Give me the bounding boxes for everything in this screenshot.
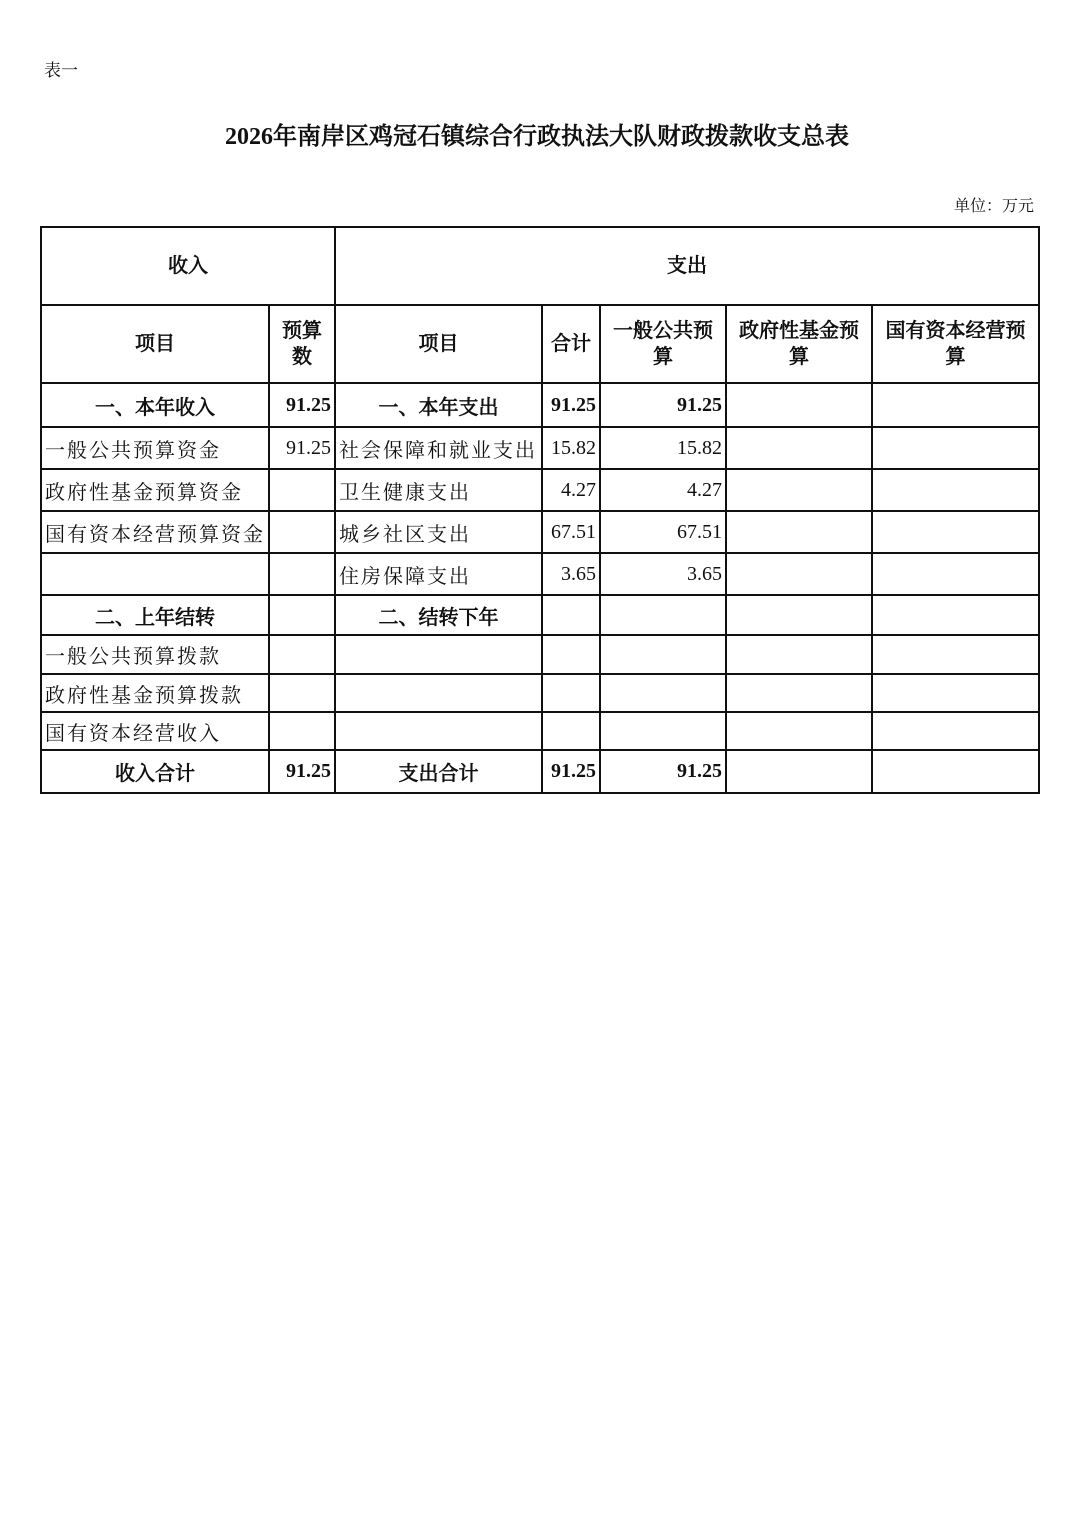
- cell-income-item: 二、上年结转: [41, 595, 269, 635]
- col-header-income-item: 项目: [41, 305, 269, 383]
- cell-expense-total: [542, 674, 600, 712]
- table-row: [41, 712, 1039, 750]
- cell-income-item: 国有资本经营收入: [41, 712, 269, 750]
- cell-gov-fund-budget: [726, 469, 872, 511]
- table-row: [41, 427, 1039, 469]
- cell-gov-fund-budget: [726, 595, 872, 635]
- cell-gov-fund-budget: [726, 511, 872, 553]
- cell-expense-item: [335, 635, 542, 674]
- col-header-general-budget: 一般公共预算: [600, 305, 726, 383]
- cell-expense-item: [335, 674, 542, 712]
- table-number-label: 表一: [44, 61, 78, 80]
- cell-expense-total: 4.27: [542, 469, 600, 511]
- cell-income-item: 一般公共预算拨款: [41, 635, 269, 674]
- cell-expense-total: 67.51: [542, 511, 600, 553]
- cell-state-capital-budget: [872, 750, 1039, 793]
- cell-expense-total: 3.65: [542, 553, 600, 595]
- cell-gov-fund-budget: [726, 427, 872, 469]
- budget-table: [40, 226, 1040, 794]
- col-header-state-capital-budget: 国有资本经营预算: [872, 305, 1039, 383]
- cell-income-amount: [269, 553, 335, 595]
- table-row: [41, 674, 1039, 712]
- cell-state-capital-budget: [872, 383, 1039, 427]
- table-row: [41, 595, 1039, 635]
- cell-expense-item: [335, 712, 542, 750]
- cell-income-amount: [269, 712, 335, 750]
- cell-income-amount: 91.25: [269, 750, 335, 793]
- table-row: [41, 750, 1039, 793]
- cell-general-budget: [600, 712, 726, 750]
- cell-general-budget: 15.82: [600, 427, 726, 469]
- cell-gov-fund-budget: [726, 635, 872, 674]
- cell-general-budget: [600, 635, 726, 674]
- cell-state-capital-budget: [872, 595, 1039, 635]
- col-header-gov-fund-budget: 政府性基金预算: [726, 305, 872, 383]
- cell-state-capital-budget: [872, 553, 1039, 595]
- page-title: 2026年南岸区鸡冠石镇综合行政执法大队财政拨款收支总表: [225, 124, 849, 150]
- cell-state-capital-budget: [872, 674, 1039, 712]
- cell-expense-total: 15.82: [542, 427, 600, 469]
- cell-income-amount: 91.25: [269, 383, 335, 427]
- table-row: [41, 553, 1039, 595]
- cell-state-capital-budget: [872, 427, 1039, 469]
- cell-income-item: 国有资本经营预算资金: [41, 511, 269, 553]
- col-header-expense-item: 项目: [335, 305, 542, 383]
- col-header-budget-amount: 预算数: [269, 305, 335, 383]
- cell-expense-total: 91.25: [542, 750, 600, 793]
- cell-gov-fund-budget: [726, 750, 872, 793]
- cell-gov-fund-budget: [726, 712, 872, 750]
- cell-income-amount: [269, 595, 335, 635]
- cell-expense-item: 卫生健康支出: [335, 469, 542, 511]
- cell-expense-item: 支出合计: [335, 750, 542, 793]
- table-row: [41, 635, 1039, 674]
- cell-expense-item: 二、结转下年: [335, 595, 542, 635]
- header-row-group: [41, 227, 1039, 305]
- cell-income-item: 政府性基金预算资金: [41, 469, 269, 511]
- cell-general-budget: 4.27: [600, 469, 726, 511]
- unit-label: 单位：万元: [953, 198, 1034, 215]
- cell-expense-total: [542, 635, 600, 674]
- cell-state-capital-budget: [872, 635, 1039, 674]
- cell-general-budget: [600, 674, 726, 712]
- cell-expense-item: 城乡社区支出: [335, 511, 542, 553]
- cell-general-budget: 3.65: [600, 553, 726, 595]
- cell-expense-item: 社会保障和就业支出: [335, 427, 542, 469]
- cell-income-amount: [269, 674, 335, 712]
- cell-general-budget: 67.51: [600, 511, 726, 553]
- cell-income-item: 政府性基金预算拨款: [41, 674, 269, 712]
- cell-income-item: [41, 553, 269, 595]
- cell-gov-fund-budget: [726, 553, 872, 595]
- cell-general-budget: [600, 595, 726, 635]
- cell-gov-fund-budget: [726, 383, 872, 427]
- cell-income-item: 一般公共预算资金: [41, 427, 269, 469]
- header-row-columns: [41, 305, 1039, 383]
- cell-income-amount: [269, 511, 335, 553]
- cell-income-amount: [269, 469, 335, 511]
- cell-income-amount: 91.25: [269, 427, 335, 469]
- table-row: [41, 469, 1039, 511]
- expense-header: 支出: [335, 227, 1039, 305]
- cell-state-capital-budget: [872, 469, 1039, 511]
- cell-state-capital-budget: [872, 511, 1039, 553]
- col-header-total: 合计: [542, 305, 600, 383]
- cell-expense-total: 91.25: [542, 383, 600, 427]
- cell-expense-total: [542, 595, 600, 635]
- cell-general-budget: 91.25: [600, 383, 726, 427]
- cell-general-budget: 91.25: [600, 750, 726, 793]
- table-row: [41, 383, 1039, 427]
- table-row: [41, 511, 1039, 553]
- cell-income-item: 一、本年收入: [41, 383, 269, 427]
- cell-expense-total: [542, 712, 600, 750]
- cell-expense-item: 住房保障支出: [335, 553, 542, 595]
- cell-income-item: 收入合计: [41, 750, 269, 793]
- cell-income-amount: [269, 635, 335, 674]
- cell-gov-fund-budget: [726, 674, 872, 712]
- cell-state-capital-budget: [872, 712, 1039, 750]
- income-header: 收入: [41, 227, 335, 305]
- cell-expense-item: 一、本年支出: [335, 383, 542, 427]
